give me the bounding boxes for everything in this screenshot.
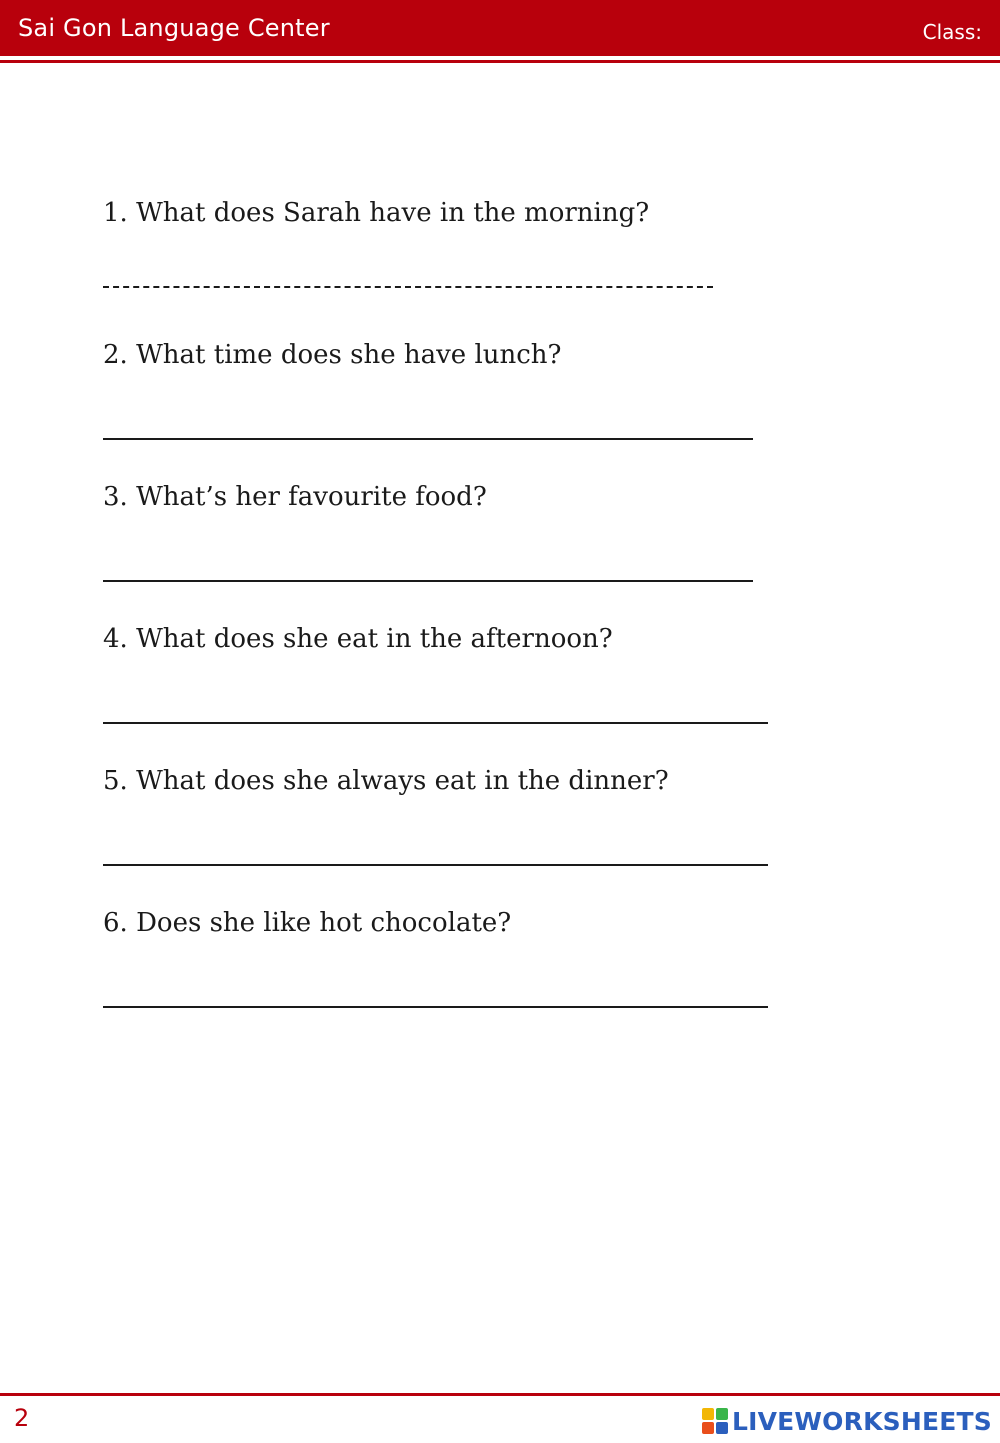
answer-field-2[interactable] [103, 438, 753, 440]
liveworksheets-brand[interactable] [702, 1404, 992, 1438]
answer-field-6[interactable] [103, 1006, 768, 1008]
question-4: 4. What does she eat in the afternoon? [103, 624, 613, 654]
answer-field-5[interactable] [103, 864, 768, 866]
question-1: 1. What does Sarah have in the morning? [103, 198, 650, 228]
school-name: Sai Gon Language Center [18, 14, 330, 42]
question-5: 5. What does she always eat in the dinner? [103, 766, 669, 796]
question-6: 6. Does she like hot chocolate? [103, 908, 512, 938]
header-divider [0, 60, 1000, 63]
header-bar [0, 0, 1000, 56]
answer-field-4[interactable] [103, 722, 768, 724]
answer-field-3[interactable] [103, 580, 753, 582]
class-label: Class: [922, 20, 982, 44]
question-3: 3. What’s her favourite food? [103, 482, 487, 512]
footer-divider [0, 1393, 1000, 1396]
answer-field-1[interactable] [103, 286, 713, 288]
page-number: 2 [14, 1404, 30, 1432]
question-2: 2. What time does she have lunch? [103, 340, 562, 370]
liveworksheets-logo-icon [702, 1408, 728, 1434]
brand-name: LIVEWORKSHEETS [731, 1406, 992, 1436]
